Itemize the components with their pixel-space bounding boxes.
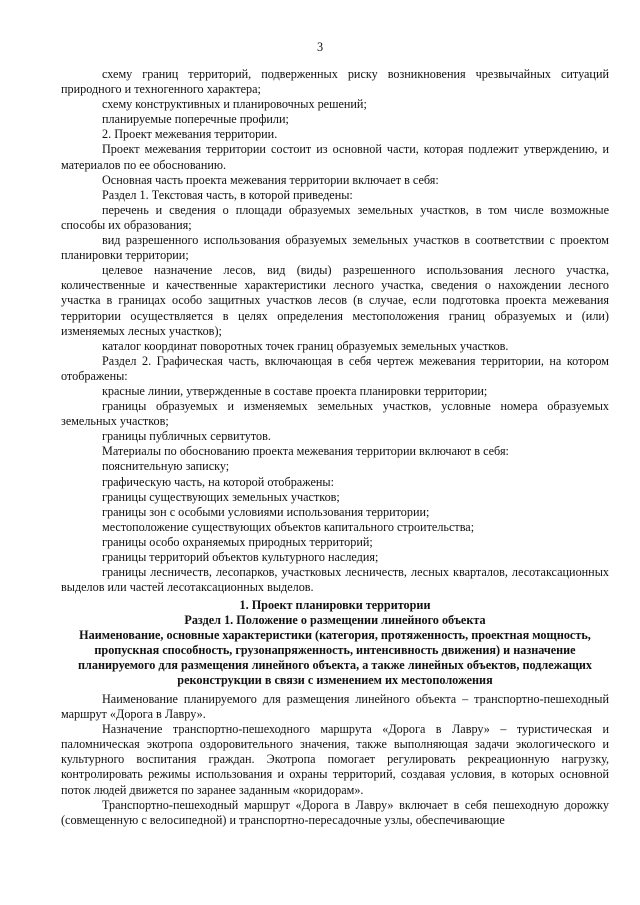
paragraph: местоположение существующих объектов капитального строительства; [102, 519, 475, 534]
section-heading [61, 598, 609, 689]
paragraph: Материалы по обоснованию проекта межевания территории включают в себя: [102, 444, 509, 459]
paragraph: схему конструктивных и планировочных решений; [102, 97, 367, 112]
paragraph: целевое назначение лесов, вид (виды) разрешенного использования лесного участка, количественные и качественные характеристики лесного участка, сведения о нахождении лесного участка в границах особо защитных участков лесов (в случае, если подготовка проекта межевания территории осуществляется в целях определения местоположения границ образуемых и (или) изменяемых лесных участков); [61, 263, 609, 338]
paragraph: границы особо охраняемых природных территорий; [102, 534, 373, 549]
paragraph: перечень и сведения о площади образуемых земельных участков, в том числе возможные способы их образования; [61, 202, 609, 232]
paragraph: границы публичных сервитутов. [102, 429, 271, 444]
paragraph: планируемые поперечные профили; [102, 112, 289, 127]
paragraph: границы территорий объектов культурного наследия; [102, 550, 379, 564]
paragraph: Наименование планируемого для размещения линейного объекта – транспортно-пешеходный маршрут «Дорога в Лавру». [61, 692, 609, 722]
paragraph: границы лесничеств, лесопарков, участковых лесничеств, лесных кварталов, лесотаксационных выделов или частей лесотаксационных выделов. [61, 565, 609, 595]
body-text-bottom [61, 692, 609, 828]
paragraph: Назначение транспортно-пешеходного маршрута «Дорога в Лавру» – туристическая и паломническая экотропа оздоровительного значения, также выполняющая задачи экологического и культурного воспитания граждан. Экотропа помогает регулировать рекреационную нагрузку, контролировать режимы использования и охраны территорий, создавая условия, в которых основной поток людей движется по заранее заданным «коридорам». [61, 722, 609, 797]
heading-subtitle: Наименование, основные характеристики (категория, протяженность, проектная мощность, пропускная способность, грузонапряженность, интенсивность движения) и назначение планируемого для размещения линейного объекта, а также линейных объектов, подлежащих реконструкции в связи с изменением их местоположения [78, 628, 592, 688]
paragraph: Проект межевания территории состоит из основной части, которая подлежит утверждению, и материалов по ее обоснованию. [61, 142, 609, 172]
paragraph: схему границ территорий, подверженных риску возникновения чрезвычайных ситуаций природного и техногенного характера; [61, 67, 609, 97]
paragraph: границы существующих земельных участков; [102, 489, 340, 504]
paragraph: Транспортно-пешеходный маршрут «Дорога в Лавру» включает в себя пешеходную дорожку (совмещенную с велосипедной) и транспортно-пересадочные узлы, обеспечивающие [61, 797, 609, 827]
paragraph: пояснительную записку; [102, 459, 230, 474]
paragraph: Раздел 1. Текстовая часть, в которой приведены: [102, 187, 353, 202]
page-number: 3 [316, 40, 324, 54]
paragraph: красные линии, утвержденные в составе проекта планировки территории; [102, 383, 488, 398]
paragraph: 2. Проект межевания территории. [102, 127, 278, 142]
paragraph: каталог координат поворотных точек границ образуемых земельных участков. [102, 338, 509, 353]
paragraph: вид разрешенного использования образуемых земельных участков в соответствии с проектом планировки территории; [61, 233, 609, 263]
heading-section: Раздел 1. Положение о размещении линейного объекта [184, 613, 486, 628]
paragraph: границы зон с особыми условиями использования территории; [102, 504, 430, 519]
paragraph: Основная часть проекта межевания территории включает в себя: [102, 172, 439, 187]
body-text-top [61, 67, 609, 595]
heading-title: 1. Проект планировки территории [239, 598, 431, 612]
paragraph: границы образуемых и изменяемых земельных участков, условные номера образуемых земельных участков; [61, 399, 609, 429]
paragraph: Раздел 2. Графическая часть, включающая в себя чертеж межевания территории, на котором отображены: [61, 353, 609, 383]
paragraph: графическую часть, на которой отображены: [102, 474, 334, 489]
